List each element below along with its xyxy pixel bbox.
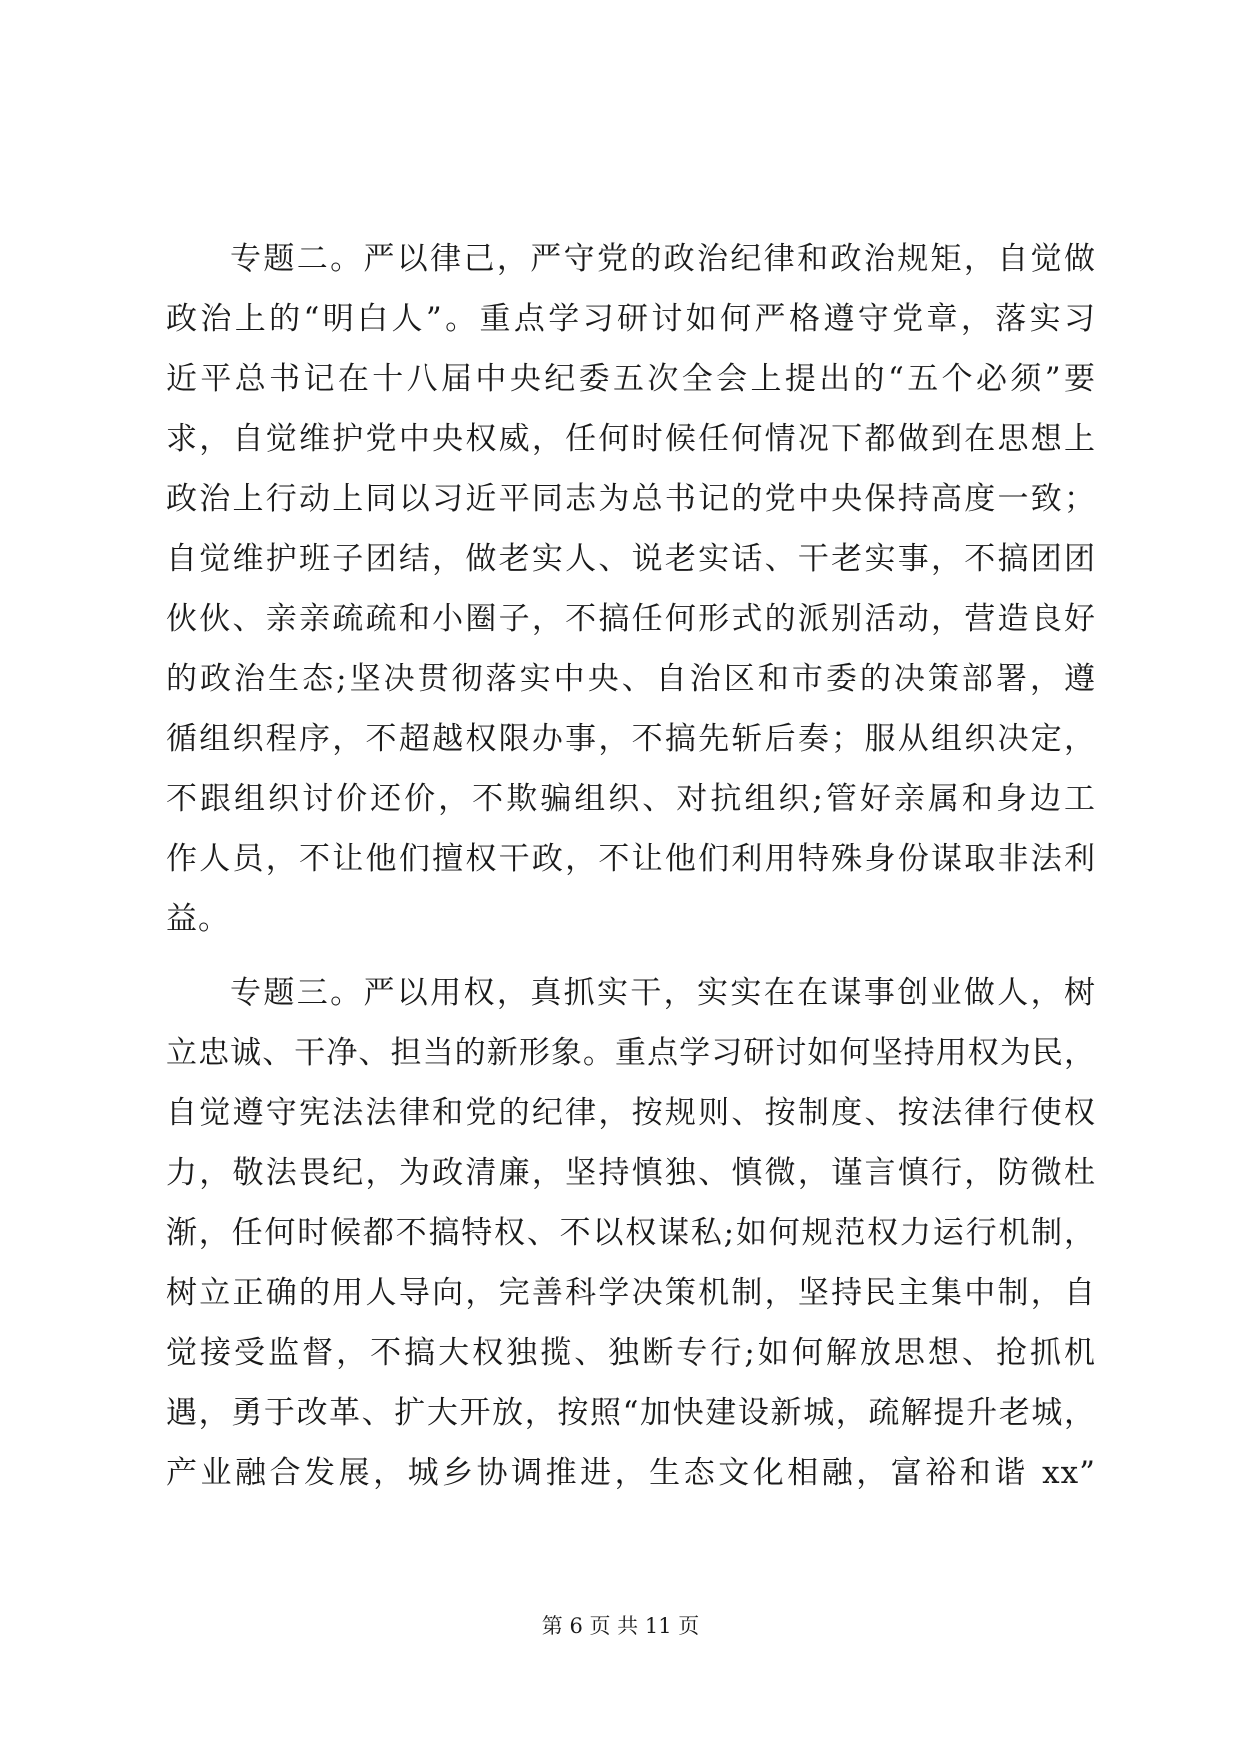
text-line: 立忠诚、干净、担当的新形象。重点学习研讨如何坚持用权为民， bbox=[166, 1035, 1096, 1071]
text-line: 自觉维护班子团结，做老实人、说老实话、干老实事，不搞团团 bbox=[166, 541, 1096, 577]
text-line: 政治上行动上同以习近平同志为总书记的党中央保持高度一致； bbox=[166, 481, 1096, 517]
text-line: 益。 bbox=[166, 901, 230, 937]
text-line: 遇，勇于改革、扩大开放，按照“加快建设新城，疏解提升老城， bbox=[166, 1395, 1096, 1431]
text-line: 伙伙、亲亲疏疏和小圈子，不搞任何形式的派别活动，营造良好 bbox=[166, 601, 1096, 637]
page-number-label: 第 6 页 共 11 页 bbox=[541, 1614, 700, 1638]
paragraph-topic-2 bbox=[166, 229, 1096, 949]
text-line: 政治上的“明白人”。重点学习研讨如何严格遵守党章，落实习 bbox=[166, 301, 1096, 337]
text-line: 专题二。严以律己，严守党的政治纪律和政治规矩，自觉做 bbox=[230, 241, 1096, 277]
text-line: 的政治生态;坚决贯彻落实中央、自治区和市委的决策部署，遵 bbox=[166, 661, 1096, 697]
paragraph-topic-3 bbox=[166, 963, 1096, 1503]
text-line: 树立正确的用人导向，完善科学决策机制，坚持民主集中制，自 bbox=[166, 1275, 1096, 1311]
text-line: 觉接受监督，不搞大权独揽、独断专行;如何解放思想、抢抓机 bbox=[166, 1335, 1096, 1371]
text-line: 不跟组织讨价还价，不欺骗组织、对抗组织;管好亲属和身边工 bbox=[166, 781, 1096, 817]
document-body bbox=[166, 229, 1096, 1503]
page-footer bbox=[0, 1612, 1241, 1640]
text-line: 渐，任何时候都不搞特权、不以权谋私;如何规范权力运行机制， bbox=[166, 1215, 1096, 1251]
text-line: 力，敬法畏纪，为政清廉，坚持慎独、慎微，谨言慎行，防微杜 bbox=[166, 1155, 1096, 1191]
text-line: 专题三。严以用权，真抓实干，实实在在谋事创业做人，树 bbox=[230, 975, 1096, 1011]
paragraph-gap bbox=[166, 949, 1096, 963]
text-line: 近平总书记在十八届中央纪委五次全会上提出的“五个必须”要 bbox=[166, 361, 1096, 397]
text-line: 循组织程序，不超越权限办事，不搞先斩后奏；服从组织决定， bbox=[166, 721, 1096, 757]
text-line: 产业融合发展，城乡协调推进，生态文化相融，富裕和谐 xx” bbox=[166, 1455, 1096, 1491]
text-line: 自觉遵守宪法法律和党的纪律，按规则、按制度、按法律行使权 bbox=[166, 1095, 1096, 1131]
text-line: 作人员，不让他们擅权干政，不让他们利用特殊身份谋取非法利 bbox=[166, 841, 1096, 877]
text-line: 求，自觉维护党中央权威，任何时候任何情况下都做到在思想上 bbox=[166, 421, 1096, 457]
